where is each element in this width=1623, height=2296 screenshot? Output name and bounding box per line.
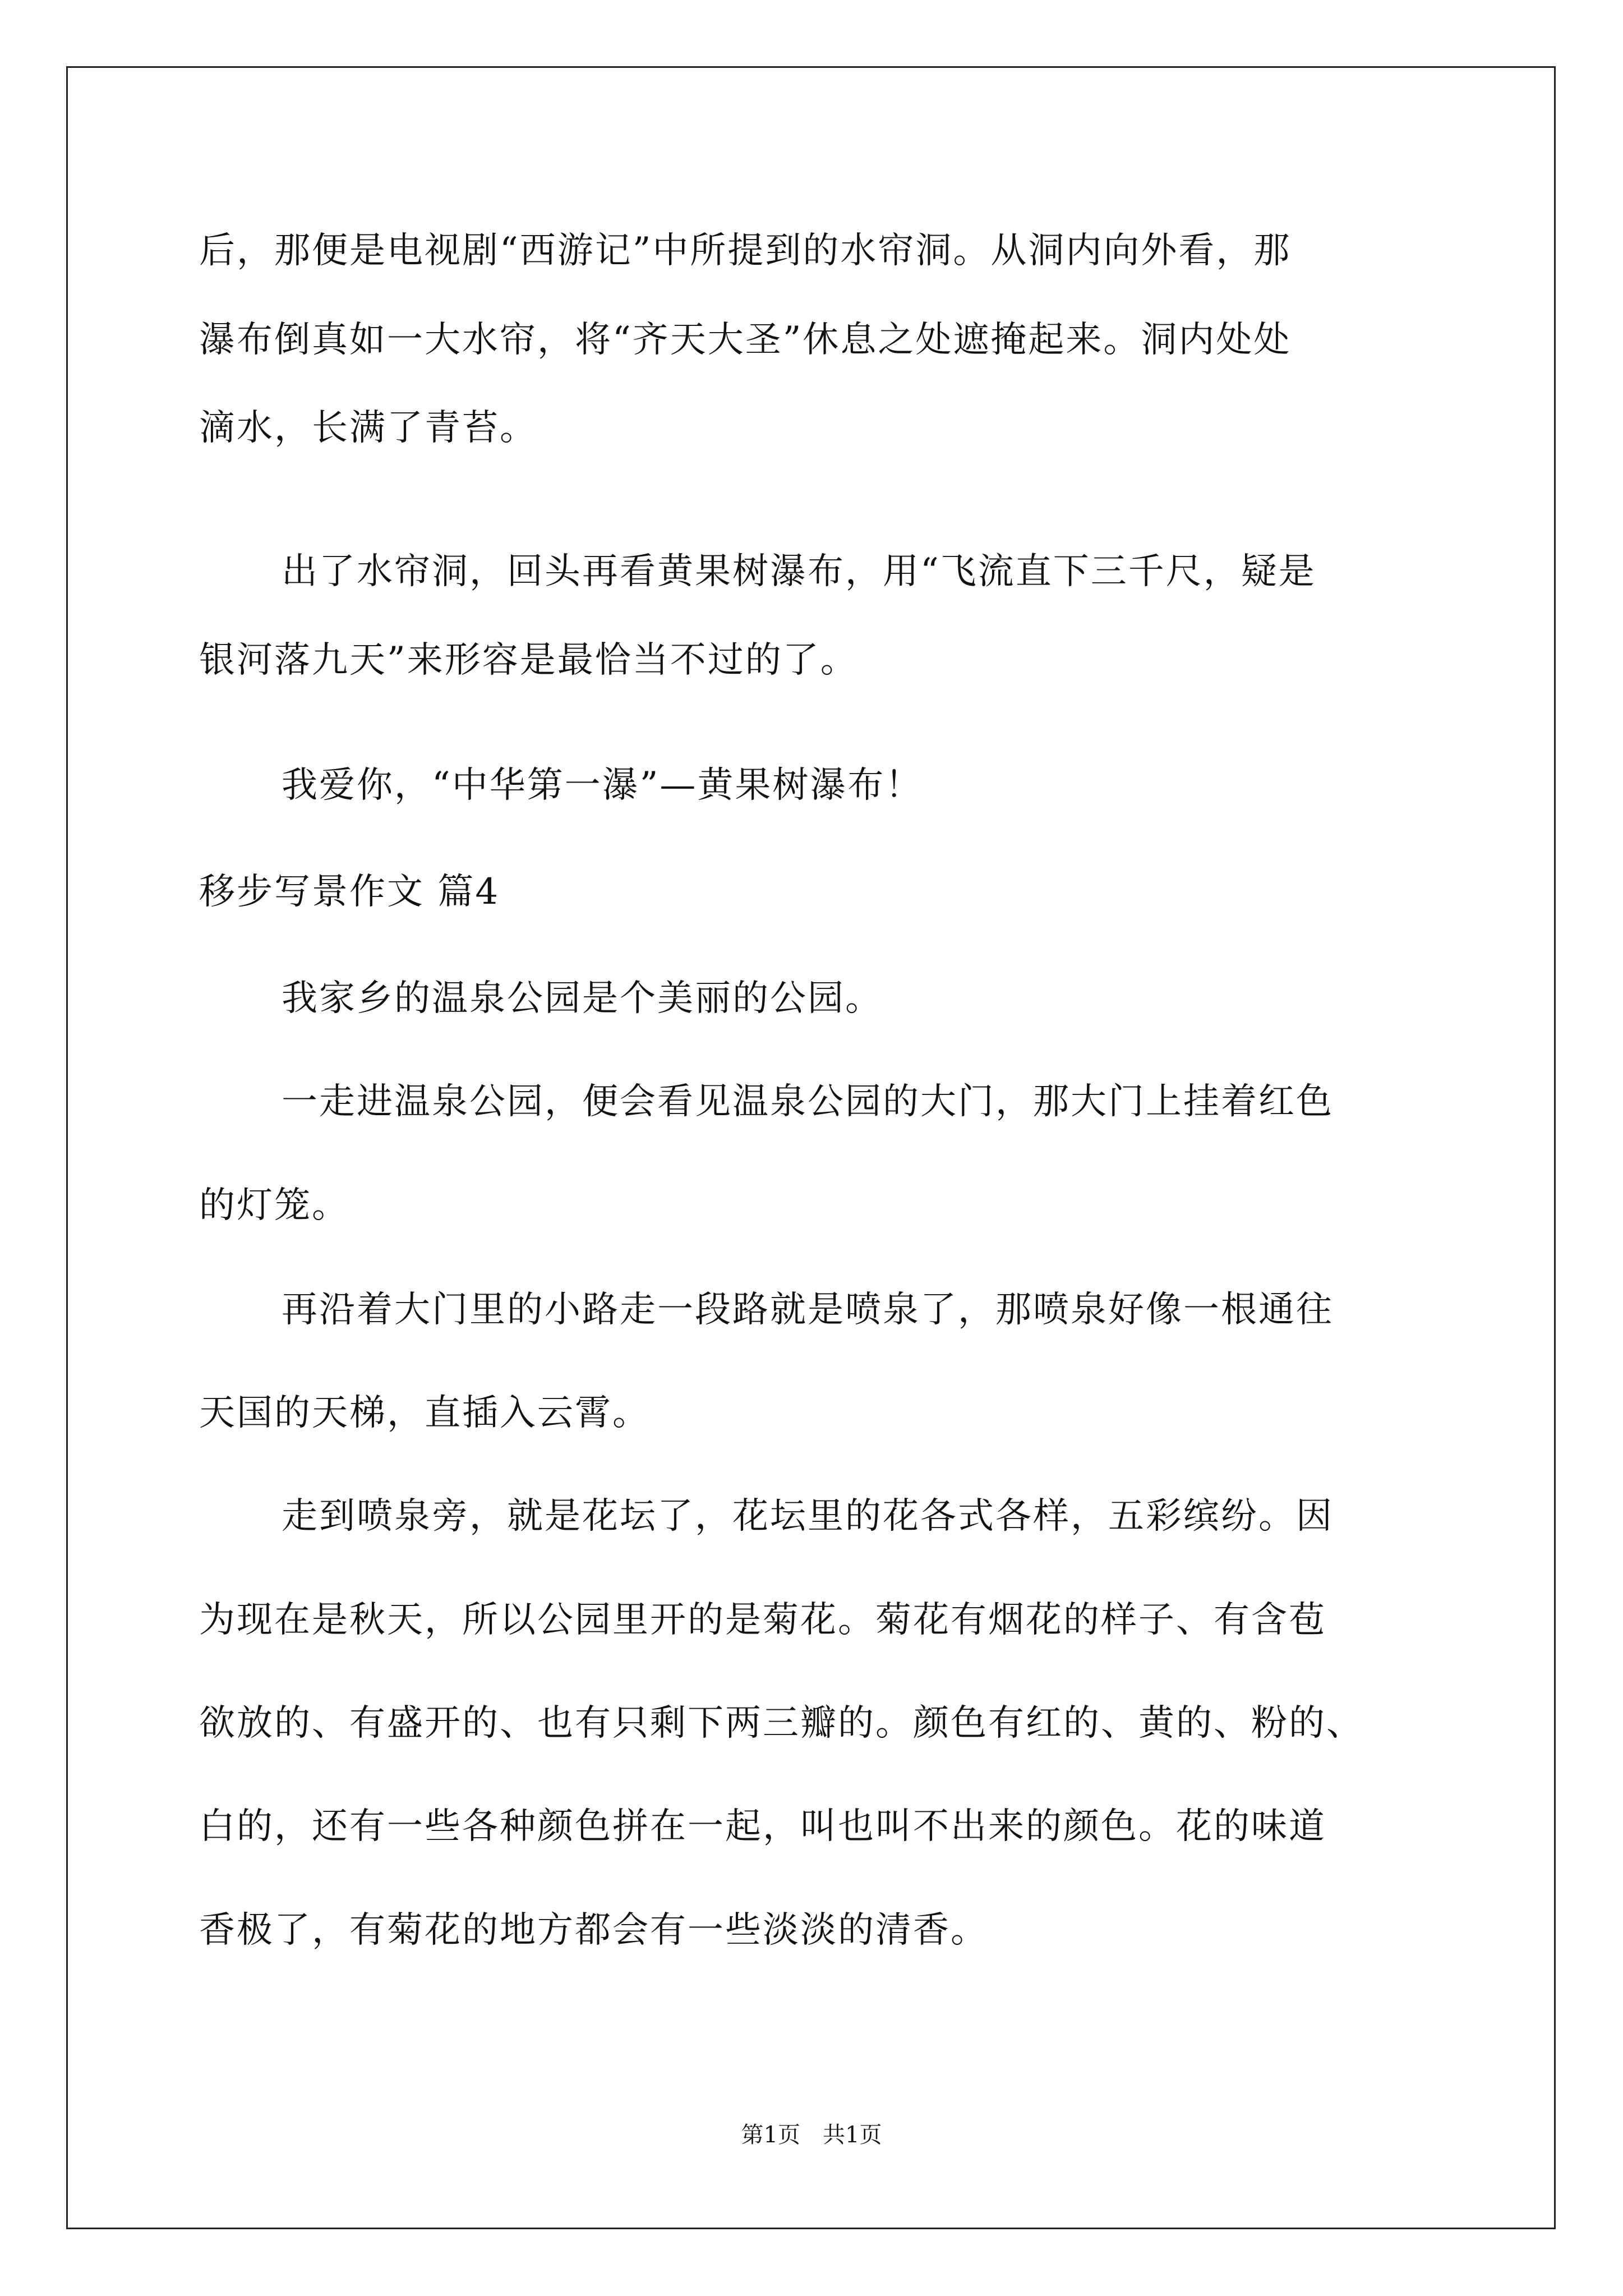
page-number-footer: 第1页 共1页 [741,2122,882,2148]
body-line: 走到喷泉旁，就是花坛了，花坛里的花各式各样，五彩缤纷。因 [282,1496,1334,1537]
body-line: 欲放的、有盛开的、也有只剩下两三瓣的。颜色有红的、黄的、粉的、 [199,1703,1364,1744]
body-line: 再沿着大门里的小路走一段路就是喷泉了，那喷泉好像一根通往 [282,1289,1334,1331]
body-line: 的灯笼。 [199,1185,349,1226]
section-heading: 移步写景作文 篇4 [199,871,500,913]
body-line: 天国的天梯，直插入云霄。 [199,1392,650,1434]
body-line: 后，那便是电视剧“西游记”中所提到的水帘洞。从洞内向外看，那 [199,230,1292,272]
body-line: 白的，还有一些各种颜色拼在一起，叫也叫不出来的颜色。花的味道 [199,1806,1326,1847]
body-line: 香极了，有菊花的地方都会有一些淡淡的清香。 [199,1910,988,1951]
body-line: 瀑布倒真如一大水帘，将“齐天大圣”休息之处遮掩起来。洞内处处 [199,319,1292,361]
body-line: 我家乡的温泉公园是个美丽的公园。 [282,978,883,1019]
body-line: 我爱你，“中华第一瀑”—黄果树瀑布！ [282,765,923,806]
body-line: 为现在是秋天，所以公园里开的是菊花。菊花有烟花的样子、有含苞 [199,1599,1326,1641]
body-line: 出了水帘洞，回头再看黄果树瀑布，用“飞流直下三千尺，疑是 [282,551,1316,592]
body-line: 一走进温泉公园，便会看见温泉公园的大门，那大门上挂着红色 [282,1081,1334,1122]
page-border [66,66,1556,2229]
body-line: 滴水，长满了青苔。 [199,407,537,449]
body-line: 银河落九天”来形容是最恰当不过的了。 [199,639,858,681]
